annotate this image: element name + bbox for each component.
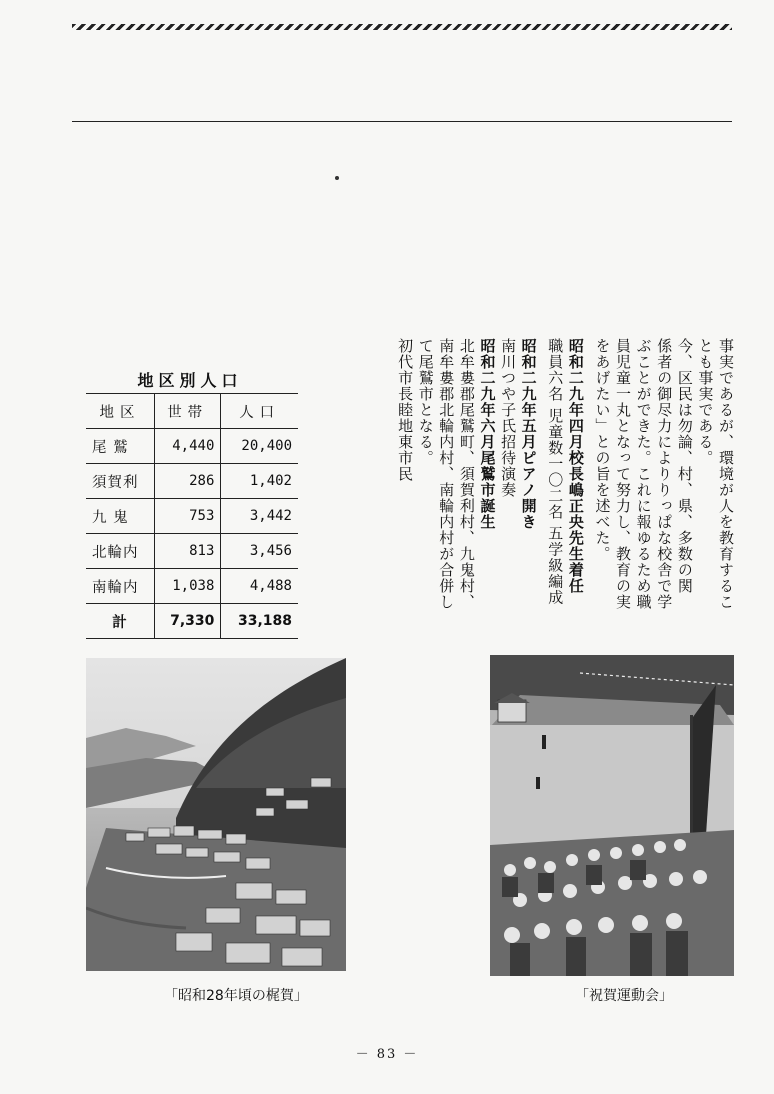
body-line: 北牟婁郡尾鷲町、須賀利村、九鬼村、 (457, 338, 476, 610)
cell-total-label: 計 (86, 604, 155, 639)
body-line: 事実であるが、環境が人を教育するこ (717, 338, 735, 610)
header-rule (72, 121, 732, 122)
table-total-row (86, 604, 298, 639)
cell-population: 4,488 (221, 569, 298, 604)
cell-total-population: 33,188 (221, 604, 298, 639)
cell-population: 3,456 (221, 534, 298, 569)
cell-households: 753 (155, 499, 221, 534)
cell-area: 北輪内 (86, 534, 155, 569)
page-number: － 83 － (355, 1047, 419, 1062)
cell-households: 813 (155, 534, 221, 569)
body-line: 係者の御尽力によりりっぱな校舎で学 (655, 338, 674, 610)
body-line: ぶことができた。これに報ゆるため職 (634, 338, 653, 610)
cell-households: 4,440 (155, 429, 221, 464)
table-header-row (86, 394, 298, 429)
cell-households: 286 (155, 464, 221, 499)
body-line: とも事実である。 (696, 338, 715, 466)
sports-day-photo (490, 655, 734, 976)
header-area: 地区 (86, 394, 155, 429)
population-table (86, 393, 298, 639)
cell-total-households: 7,330 (155, 604, 221, 639)
cell-area: 尾 鷲 (86, 429, 155, 464)
vertical-body-text (312, 338, 736, 654)
cell-area: 須賀利 (86, 464, 155, 499)
cell-households: 1,038 (155, 569, 221, 604)
table-row (86, 464, 298, 499)
photo-caption: 「祝賀運動会」 (575, 988, 673, 1004)
header-households: 世帯 (155, 394, 221, 429)
section-heading: 昭和二九年六月尾鷲市誕生 (478, 338, 497, 530)
body-line: をあげたい」との旨を述べた。 (593, 338, 612, 562)
cell-area: 南輪内 (86, 569, 155, 604)
body-line: 員児童一丸となって努力し、教育の実 (614, 338, 633, 610)
table-row (86, 569, 298, 604)
table-row (86, 499, 298, 534)
table-row (86, 534, 298, 569)
cell-population: 3,442 (221, 499, 298, 534)
top-decorative-border (72, 24, 732, 30)
table-title: 地区別人口 (137, 371, 243, 390)
body-line: 職員六名 児童数一〇二名 五学級編成 (546, 338, 565, 606)
table-row (86, 429, 298, 464)
cell-population: 1,402 (221, 464, 298, 499)
header-population: 人口 (221, 394, 298, 429)
cell-area: 九 鬼 (86, 499, 155, 534)
village-photo (86, 658, 346, 971)
body-line: 南川つや子氏招待演奏 (499, 338, 518, 498)
body-line: 南牟婁郡北輪内村、南輪内村が合併し (437, 338, 456, 610)
body-line: 今、区民は勿論、村、県、多数の関 (675, 338, 694, 594)
body-line: て尾鷲市となる。 (416, 338, 435, 466)
body-line: 初代市長睦地東市民 (396, 338, 415, 482)
stray-dot (335, 176, 339, 180)
section-heading: 昭和二九年四月校長嶋正央先生着任 (566, 338, 585, 594)
section-heading: 昭和二九年五月ピアノ開き (519, 338, 538, 530)
cell-population: 20,400 (221, 429, 298, 464)
photo-caption: 「昭和28年頃の梶賀」 (164, 988, 308, 1004)
